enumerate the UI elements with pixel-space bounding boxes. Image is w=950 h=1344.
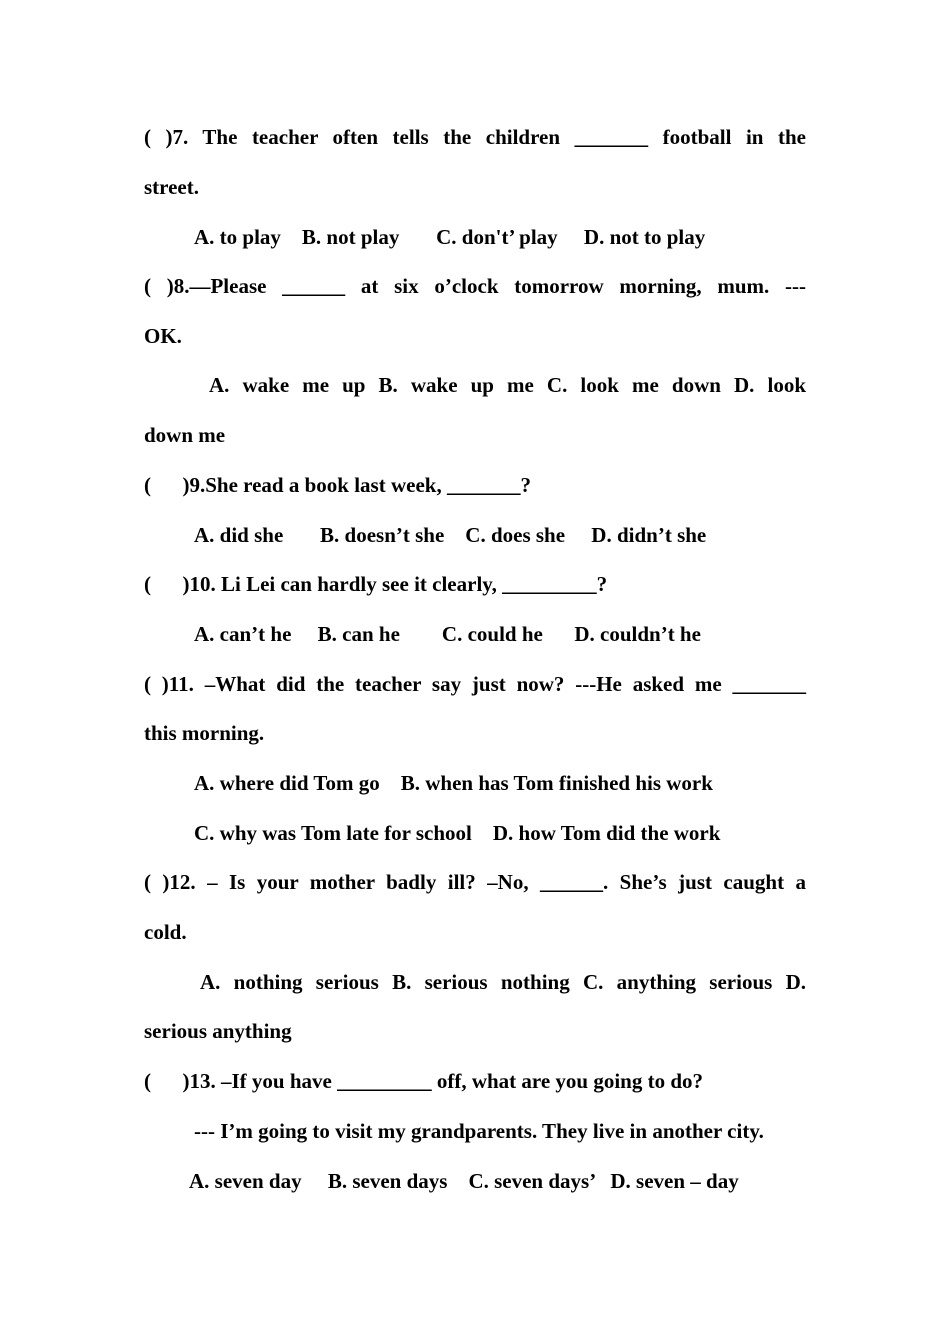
question-13-stem: ( )13. –If you have _________ off, what are you going to do? [144, 1069, 704, 1093]
question-12-stem: ( )12. – Is your mother badly ill? –No, ______. She’s just caught a [144, 870, 806, 894]
question-10-stem: ( )10. Li Lei can hardly see it clearly, _________? [144, 572, 608, 596]
question-10-options: A. can’t he B. can he C. could he D. couldn’t he [194, 622, 701, 646]
question-12-stem-cont: cold. [144, 920, 187, 944]
question-9-stem: ( )9.She read a book last week, _______? [144, 473, 531, 497]
question-8-stem-cont: OK. [144, 324, 182, 348]
question-13-options: A. seven day B. seven days C. seven days’ D. seven – day [189, 1169, 739, 1193]
question-7-stem-cont: street. [144, 175, 199, 199]
question-12-options: A. nothing serious B. serious nothing C. anything serious D. [200, 970, 806, 994]
question-9-options: A. did she B. doesn’t she C. does she D. didn’t she [194, 523, 707, 547]
question-8-stem: ( )8.—Please ______ at six o’clock tomorrow morning, mum. --- [144, 274, 806, 298]
question-12-options-cont: serious anything [144, 1019, 292, 1043]
question-8-options: A. wake me up B. wake up me C. look me down D. look [209, 373, 806, 397]
question-11-options-ab: A. where did Tom go B. when has Tom finished his work [194, 771, 713, 795]
question-8-options-cont: down me [144, 423, 226, 447]
question-13-reply: --- I’m going to visit my grandparents. They live in another city. [194, 1119, 764, 1143]
question-7-options: A. to play B. not play C. don't’ play D. not to play [194, 225, 706, 249]
question-11-stem-cont: this morning. [144, 721, 265, 745]
question-11-stem: ( )11. –What did the teacher say just now? ---He asked me _______ [144, 672, 806, 696]
question-11-options-cd: C. why was Tom late for school D. how Tom did the work [194, 821, 721, 845]
question-7-stem: ( )7. The teacher often tells the children _______ football in the [144, 125, 806, 149]
